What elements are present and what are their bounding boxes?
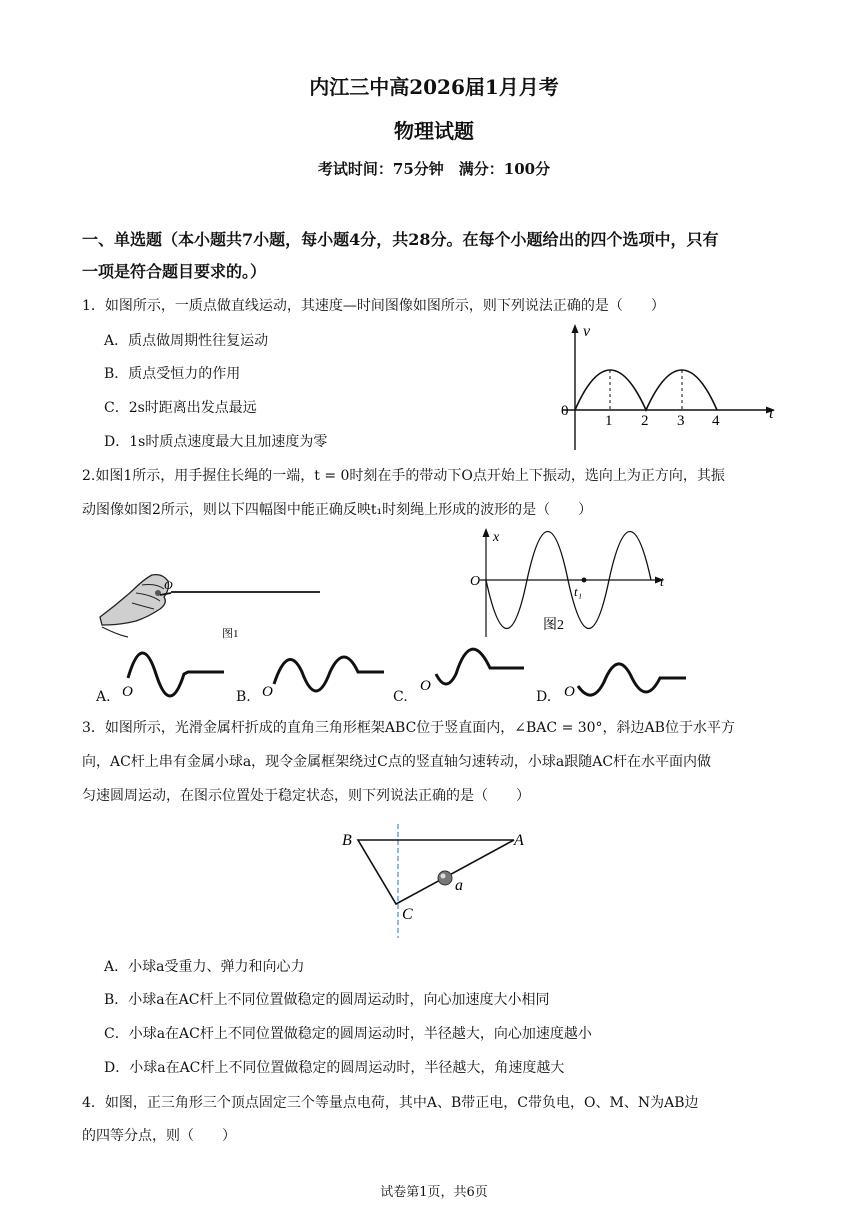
q2-fig2-caption: 图2 — [543, 618, 564, 633]
q1-stem: 1．如图所示，一质点做直线运动，其速度—时间图像如图所示，则下列说法正确的是（ ） — [82, 298, 665, 314]
q3-stem-line3: 匀速圆周运动，在图示位置处于稳定状态，则下列说法正确的是（ ） — [82, 788, 530, 804]
q4-stem-line1: 4．如图，正三角形三个顶点固定三个等量点电荷，其中A、B带正电，C带负电，O、M、N为AB边 — [82, 1095, 699, 1111]
q2-option-d-waveform — [560, 650, 690, 705]
q2-fig2-t1: t₁ — [574, 584, 583, 599]
q2-option-a-origin: O — [122, 684, 133, 700]
q2-fig2-axis-x: x — [493, 530, 500, 545]
q2-option-b-label: B. — [236, 689, 251, 705]
q1-tick-1: 1 — [605, 413, 613, 429]
q1-option-b: B．质点受恒力的作用 — [104, 366, 241, 382]
q2-option-c-waveform — [418, 644, 533, 704]
q3-option-c: C．小球a在AC杆上不同位置做稳定的圆周运动时，半径越大，向心加速度越小 — [104, 1026, 592, 1042]
q3-option-a: A．小球a受重力、弹力和向心力 — [104, 959, 305, 975]
q3-ball-a: a — [455, 877, 463, 894]
q2-option-a-waveform — [116, 644, 231, 704]
q3-option-b: B．小球a在AC杆上不同位置做稳定的圆周运动时，向心加速度大小相同 — [104, 992, 550, 1008]
q3-stem-line1: 3．如图所示，光滑金属杆折成的直角三角形框架ABC位于竖直面内，∠BAC = 30°，斜边AB位于水平方 — [82, 720, 735, 736]
q1-tick-4: 4 — [712, 413, 720, 429]
subject-title: 物理试题 — [394, 119, 474, 143]
q2-fig1-point-o: O — [164, 578, 173, 592]
q3-label-b: B — [342, 832, 352, 849]
q2-fig2-vibration-graph — [466, 525, 676, 640]
section-heading-line1: 一、单选题（本小题共7小题，每小题4分，共28分。在每个小题给出的四个选项中，只有 — [82, 230, 719, 249]
exam-info: 考试时间：75分钟 满分：100分 — [317, 160, 551, 178]
q2-stem-line1: 2.如图1所示，用手握住长绳的一端，t = 0时刻在手的带动下O点开始上下振动，选向上为正方向，其振 — [82, 468, 725, 484]
q1-option-c: C．2s时距离出发点最远 — [104, 400, 257, 416]
q1-tick-3: 3 — [677, 413, 685, 429]
section-heading-line2: 一项是符合题目要求的。） — [82, 262, 267, 281]
q2-option-c-origin: O — [420, 678, 431, 694]
q2-fig2-axis-t: t — [660, 575, 664, 590]
q3-option-d: D．小球a在AC杆上不同位置做稳定的圆周运动时，半径越大，角速度越大 — [104, 1060, 565, 1076]
q1-axis-t: t — [769, 405, 774, 422]
q1-axis-v: v — [583, 323, 591, 340]
q3-stem-line2: 向，AC杆上串有金属小球a，现令金属框架绕过C点的竖直轴匀速转动，小球a跟随AC杆在水平面内做 — [82, 754, 712, 770]
q2-option-d-origin: O — [564, 684, 575, 700]
q4-stem-line2: 的四等分点，则（ ） — [82, 1128, 236, 1144]
q2-option-c-label: C. — [393, 689, 408, 705]
q2-option-b-origin: O — [262, 684, 273, 700]
q2-option-b-waveform — [256, 650, 386, 705]
q1-option-a: A．质点做周期性往复运动 — [104, 333, 269, 349]
q1-option-d: D．1s时质点速度最大且加速度为零 — [104, 434, 328, 450]
q2-fig1-hand-rope — [98, 565, 328, 645]
q2-option-d-label: D. — [536, 689, 552, 705]
q2-fig2-origin: O — [470, 574, 481, 589]
q3-label-a: A — [514, 832, 524, 849]
q1-tick-2: 2 — [641, 413, 649, 429]
q1-vt-graph — [555, 322, 785, 452]
q3-triangle-frame — [336, 820, 536, 940]
q2-stem-line2: 动图像如图2所示，则以下四幅图中能正确反映t₁时刻绳上形成的波形的是（ ） — [82, 502, 593, 518]
q3-label-c: C — [402, 906, 413, 923]
q1-origin: 0 — [561, 403, 569, 419]
q2-fig1-caption: 图1 — [222, 628, 239, 640]
exam-title: 内江三中高2026届1月月考 — [309, 75, 559, 99]
q2-option-a-label: A. — [96, 689, 111, 705]
page-footer: 试卷第1页，共6页 — [380, 1185, 488, 1200]
